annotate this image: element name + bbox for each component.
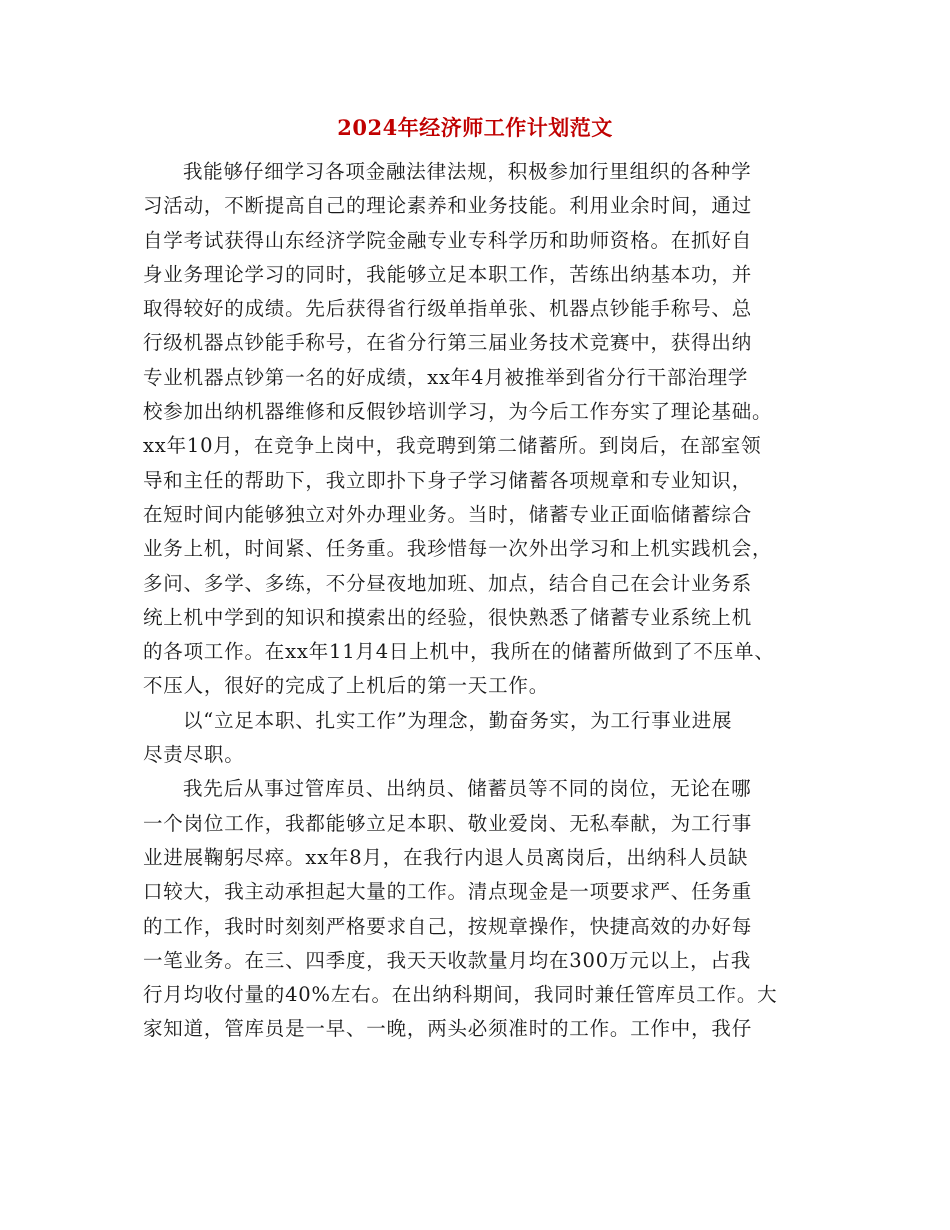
text-line: 家知道，管库员是一早、一晚，两头必须准时的工作。工作中，我仔 bbox=[143, 1017, 753, 1041]
text-line: 不压人，很好的完成了上机后的第一天工作。 bbox=[143, 674, 550, 698]
text-line: 尽责尽职。 bbox=[143, 743, 245, 767]
text-line: 的工作，我时时刻刻严格要求自己，按规章操作，快捷高效的办好每 bbox=[143, 914, 753, 938]
text-line: 专业机器点钞第一名的好成绩，xx年4月被推举到省分行干部治理学 bbox=[143, 365, 749, 389]
text-line: 在短时间内能够独立对外办理业务。当时，储蓄专业正面临储蓄综合 bbox=[143, 502, 753, 526]
text-line: 一个岗位工作，我都能够立足本职、敬业爱岗、无私奉献，为工行事 bbox=[143, 811, 753, 835]
text-line: 校参加出纳机器维修和反假钞培训学习，为今后工作夯实了理论基础。 bbox=[143, 400, 773, 424]
text-line: xx年10月，在竞争上岗中，我竞聘到第二储蓄所。到岗后，在部室领 bbox=[143, 434, 762, 458]
text-line: 以“立足本职、扎实工作”为理念，勤奋务实，为工行事业进展 bbox=[183, 708, 733, 732]
text-line: 业务上机，时间紧、任务重。我珍惜每一次外出学习和上机实践机会， bbox=[143, 537, 773, 561]
document-body bbox=[143, 155, 833, 1047]
text-line: 习活动，不断提高自己的理论素养和业务技能。利用业余时间，通过 bbox=[143, 194, 753, 218]
text-line: 行月均收付量的40%左右。在出纳科期间，我同时兼任管库员工作。大 bbox=[143, 983, 778, 1007]
text-line: 的各项工作。在xx年11月4日上机中，我所在的储蓄所做到了不压单、 bbox=[143, 640, 775, 664]
text-line: 多问、多学、多练，不分昼夜地加班、加点，结合自己在会计业务系 bbox=[143, 571, 753, 595]
text-line: 统上机中学到的知识和摸索出的经验，很快熟悉了储蓄专业系统上机 bbox=[143, 605, 753, 629]
text-line: 一笔业务。在三、四季度，我天天收款量月均在300万元以上，占我 bbox=[143, 948, 752, 972]
text-line: 行级机器点钞能手称号，在省分行第三届业务技术竞赛中，获得出纳 bbox=[143, 331, 753, 355]
text-line: 导和主任的帮助下，我立即扑下身子学习储蓄各项规章和专业知识， bbox=[143, 468, 753, 492]
text-line: 自学考试获得山东经济学院金融专业专科学历和助师资格。在抓好自 bbox=[143, 228, 753, 252]
document-title: 2024年经济师工作计划范文 bbox=[337, 115, 613, 140]
text-line: 身业务理论学习的同时，我能够立足本职工作，苦练出纳基本功，并 bbox=[143, 262, 753, 286]
text-line: 我能够仔细学习各项金融法律法规，积极参加行里组织的各种学 bbox=[183, 160, 752, 183]
text-line: 我先后从事过管库员、出纳员、储蓄员等不同的岗位，无论在哪 bbox=[183, 777, 752, 801]
text-line: 口较大，我主动承担起大量的工作。清点现金是一项要求严、任务重 bbox=[143, 880, 753, 904]
text-line: 业进展鞠躬尽瘁。xx年8月，在我行内退人员离岗后，出纳科人员缺 bbox=[143, 845, 749, 869]
text-line: 取得较好的成绩。先后获得省行级单指单张、机器点钞能手称号、总 bbox=[143, 297, 753, 321]
